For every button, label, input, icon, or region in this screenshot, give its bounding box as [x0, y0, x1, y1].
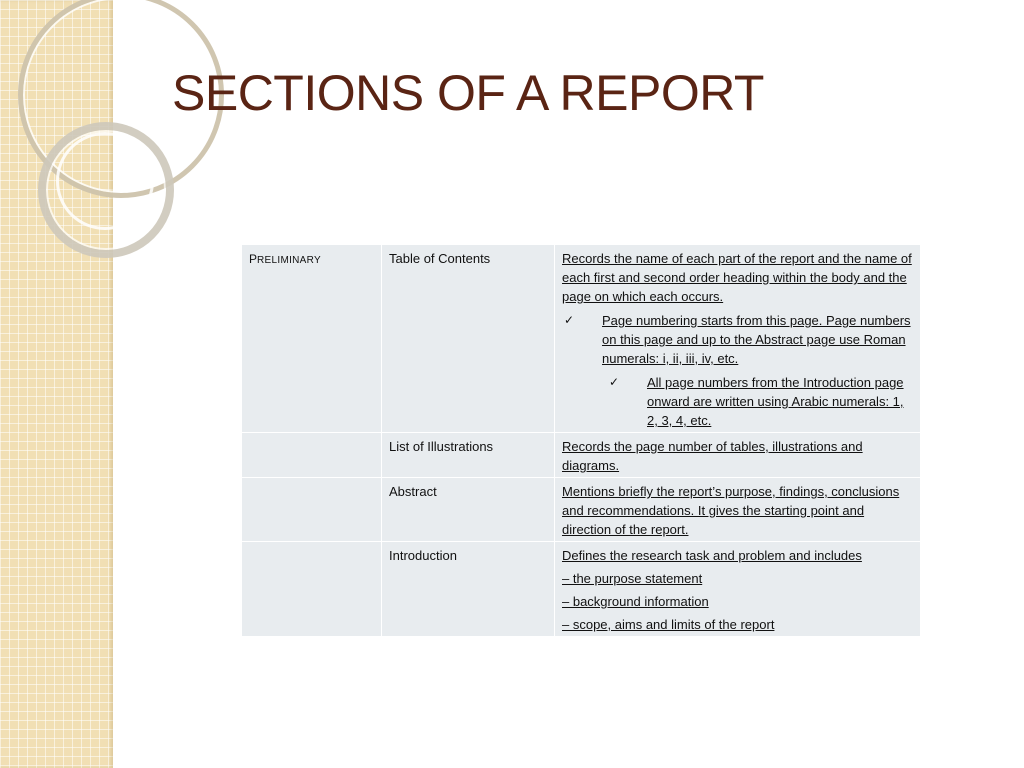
list-item: – background information — [562, 594, 709, 609]
part-name: Table of Contents — [389, 251, 491, 266]
description-cell — [555, 245, 921, 433]
table-row — [242, 542, 921, 637]
part-description: Records the name of each part of the report and the name of each first and second order heading within the body and the page on which each occurs. — [562, 251, 912, 304]
list-item: – scope, aims and limits of the report — [562, 617, 775, 632]
description-cell — [555, 542, 921, 637]
section-cell — [242, 478, 382, 542]
list-item — [562, 311, 913, 368]
section-cell — [242, 433, 382, 478]
checkmark-icon: ✓ — [609, 375, 620, 389]
part-description: Defines the research task and problem and includes — [562, 548, 862, 563]
table-row — [242, 433, 921, 478]
list-item — [562, 373, 913, 430]
section-cell — [242, 542, 382, 637]
part-description: Records the page number of tables, illustrations and diagrams. — [562, 439, 863, 473]
section-cell — [242, 245, 382, 433]
part-name: Introduction — [389, 548, 457, 563]
part-name-cell — [382, 478, 555, 542]
table-row — [242, 245, 921, 433]
decorative-ring-inner — [56, 132, 154, 230]
table-row — [242, 478, 921, 542]
part-name: Abstract — [389, 484, 437, 499]
part-name: List of Illustrations — [389, 439, 494, 454]
description-cell — [555, 433, 921, 478]
description-cell — [555, 478, 921, 542]
section-label: PRELIMINARY — [249, 252, 321, 266]
part-name-cell — [382, 542, 555, 637]
bullet-text: Page numbering starts from this page. Page numbers on this page and up to the Abstract page use Roman numerals: i, ii, iii, iv, etc. — [602, 313, 911, 366]
bullet-text: All page numbers from the Introduction page onward are written using Arabic numerals: 1, 2, 3, 4, etc. — [647, 375, 904, 428]
part-name-cell — [382, 433, 555, 478]
report-sections-table — [241, 244, 921, 637]
list-item: – the purpose statement — [562, 571, 703, 586]
part-name-cell — [382, 245, 555, 433]
slide-title: SECTIONS OF A REPORT — [172, 65, 764, 121]
part-description: Mentions briefly the report’s purpose, findings, conclusions and recommendations. It gives the starting point and direction of the report. — [562, 484, 900, 537]
checkmark-icon: ✓ — [564, 313, 575, 327]
